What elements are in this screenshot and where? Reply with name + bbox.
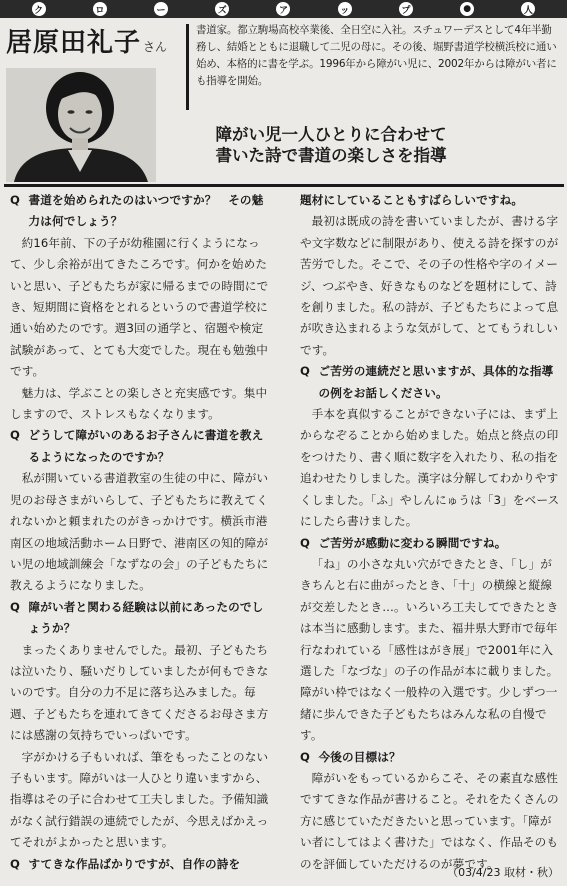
answer-paragraph: 「ね」の小さな丸い穴ができたとき、「し」がきちんと右に曲がったとき、「十」の横線と縦線が交差したとき…。いろいろ工夫してできたときは本当に感動します。また、福井県大野市で毎年行なわれている「感性はがき展」で2001年に入選した「なづな」の子の作品が本に載りました。障がい枠ではなく一般枠の入選です。少しずつ一緒に歩んできた子どもたちはみんな私の自慢です。 (300, 556, 559, 743)
answer-paragraph: 約16年前、下の子が幼稚園に行くようになって、少し余裕が出てきたころです。何かを始めたいと思い、子どもたちが家に帰るまでの時間にでき、短期間に資格をとれるというので書道学校に通い始めたのです。週3回の通学と、宿題や検定試験があって、とても大変でした。現在も勉強中です。 (10, 235, 269, 379)
question (10, 854, 272, 875)
article-column-right (300, 190, 562, 875)
q-mark: Q (300, 535, 311, 550)
answer-paragraph: 最初は既成の詩を書いていましたが、書ける字や文字数などに制限があり、使える詩を探すのが苦労でした。そこで、その子の性格や字のイメージ、つぶやき、好きなものなどを題材にして、詩を創りました。私の詩が、子どもたちによって息が吹き込まれるような気がして、とてもうれしいです。 (300, 214, 559, 357)
question (10, 425, 272, 468)
banner-char: プ (399, 2, 413, 16)
answer-paragraph: まったくありませんでした。最初、子どもたちは泣いたり、騒いだりしていましたが何もできないのです。自分の力不足に落ち込みました。毎週、子どもたちを連れてきてくださるお母さま方には感謝の気持ちでいっぱいです。 (10, 642, 269, 743)
divider-horizontal (4, 184, 564, 187)
answer-paragraph: 私が開いている書道教室の生徒の中に、障がい児のお母さまがいらして、子どもたちに教えてくれないかと頼まれたのがきっかけです。横浜市港南区の地域活動ホーム日野で、港南区の知的障がい児の地域訓練会「なずなの会」の子どもたちに教えるようになりました。 (10, 471, 269, 593)
close-up-person-banner (0, 0, 567, 18)
answer-paragraph: 魅力は、学ぶことの楽しさと充実感です。集中しますので、ストレスもなくなります。 (10, 385, 268, 422)
banner-char: ● (460, 2, 474, 16)
question-continued: 題材にしていることもすばらしいですね。 (300, 193, 524, 207)
profile-text: 書道家。都立駒場高校卒業後、全日空に入社。スチュワーデスとして4年半勤務し、結婚とともに退職して二児の母に。その後、堀野書道学校横浜校に通い始め、本格的に書を学ぶ。1996年から障がい児に、2002年からは障がい者にも指導を開始。 (196, 24, 557, 87)
question-text: 障がい者と関わる経験は以前にあったのでしょうか？ (28, 599, 264, 636)
banner-char: ー (154, 2, 168, 16)
question-text: 今後の目標は？ (318, 749, 401, 764)
person-name: 居原田礼子 (6, 28, 142, 58)
question-text: 書道を始められたのはいつですか？ その魅力は何でしょう？ (28, 193, 264, 229)
question (300, 533, 562, 554)
article-headline (196, 124, 466, 166)
banner-char: ア (276, 2, 290, 16)
person-honorific: さん (143, 40, 168, 54)
q-mark: Q (10, 856, 21, 871)
interview-credit: （03/4/23 取材・秋） (447, 866, 559, 879)
question (300, 361, 562, 404)
banner-char: ク (32, 2, 46, 16)
question (10, 597, 272, 640)
q-mark: Q (10, 428, 21, 443)
banner-char: 人 (521, 2, 535, 16)
article-column-left (10, 190, 272, 875)
question (10, 190, 272, 233)
banner-char: ズ (215, 2, 229, 16)
question-text: どうして障がいのあるお子さんに書道を教えるようになったのですか？ (28, 428, 264, 464)
answer-paragraph: 字がかける子もいれば、筆をもったことのない子もいます。障がいは一人ひとり違いますから、指導はその子に合わせて工夫しました。予備知識がなく試行錯誤の連続でしたが、今思えばかえってそれがよかったと思います。 (10, 749, 269, 850)
q-mark: Q (10, 599, 21, 614)
headline-line-2: 書いた詩で書道の楽しさを指導 (215, 146, 447, 165)
headline-line-1: 障がい児一人ひとりに合わせて (215, 125, 447, 144)
portrait-photo (6, 68, 156, 182)
q-mark: Q (10, 193, 21, 207)
question (300, 747, 562, 768)
divider-vertical (186, 24, 189, 110)
q-mark: Q (300, 749, 311, 764)
question-text: ご苦労が感動に変わる瞬間ですね。 (318, 535, 507, 550)
question-text: ご苦労の連続だと思いますが、具体的な指導の例をお話しください。 (318, 364, 554, 400)
question-text: すてきな作品ばかりですが、自作の詩を (28, 856, 241, 871)
answer-paragraph: 手本を真似することができない子には、まず上からなぞることから始めました。始点と終点の印をつけたり、書く順に数字を入れたり、私の指を追わせたりしました。漢字は分解してわかりやすくしました。「ふ」やしんにゅうは「3」をベースにしたら書けました。 (300, 407, 560, 529)
banner-char: ッ (338, 2, 352, 16)
portrait-image (6, 68, 156, 182)
banner-char: ロ (93, 2, 107, 16)
person-name-block (6, 22, 186, 59)
q-mark: Q (300, 364, 311, 379)
answer-paragraph: 障がいをもっているからこそ、その素直な感性ですてきな作品が書けること。それをたくさんの方に感じていただきたいと思っています。「障がい者にしてはよく書けた」ではなく、作品そのものを評価していただけるのが夢です。 (300, 770, 559, 871)
